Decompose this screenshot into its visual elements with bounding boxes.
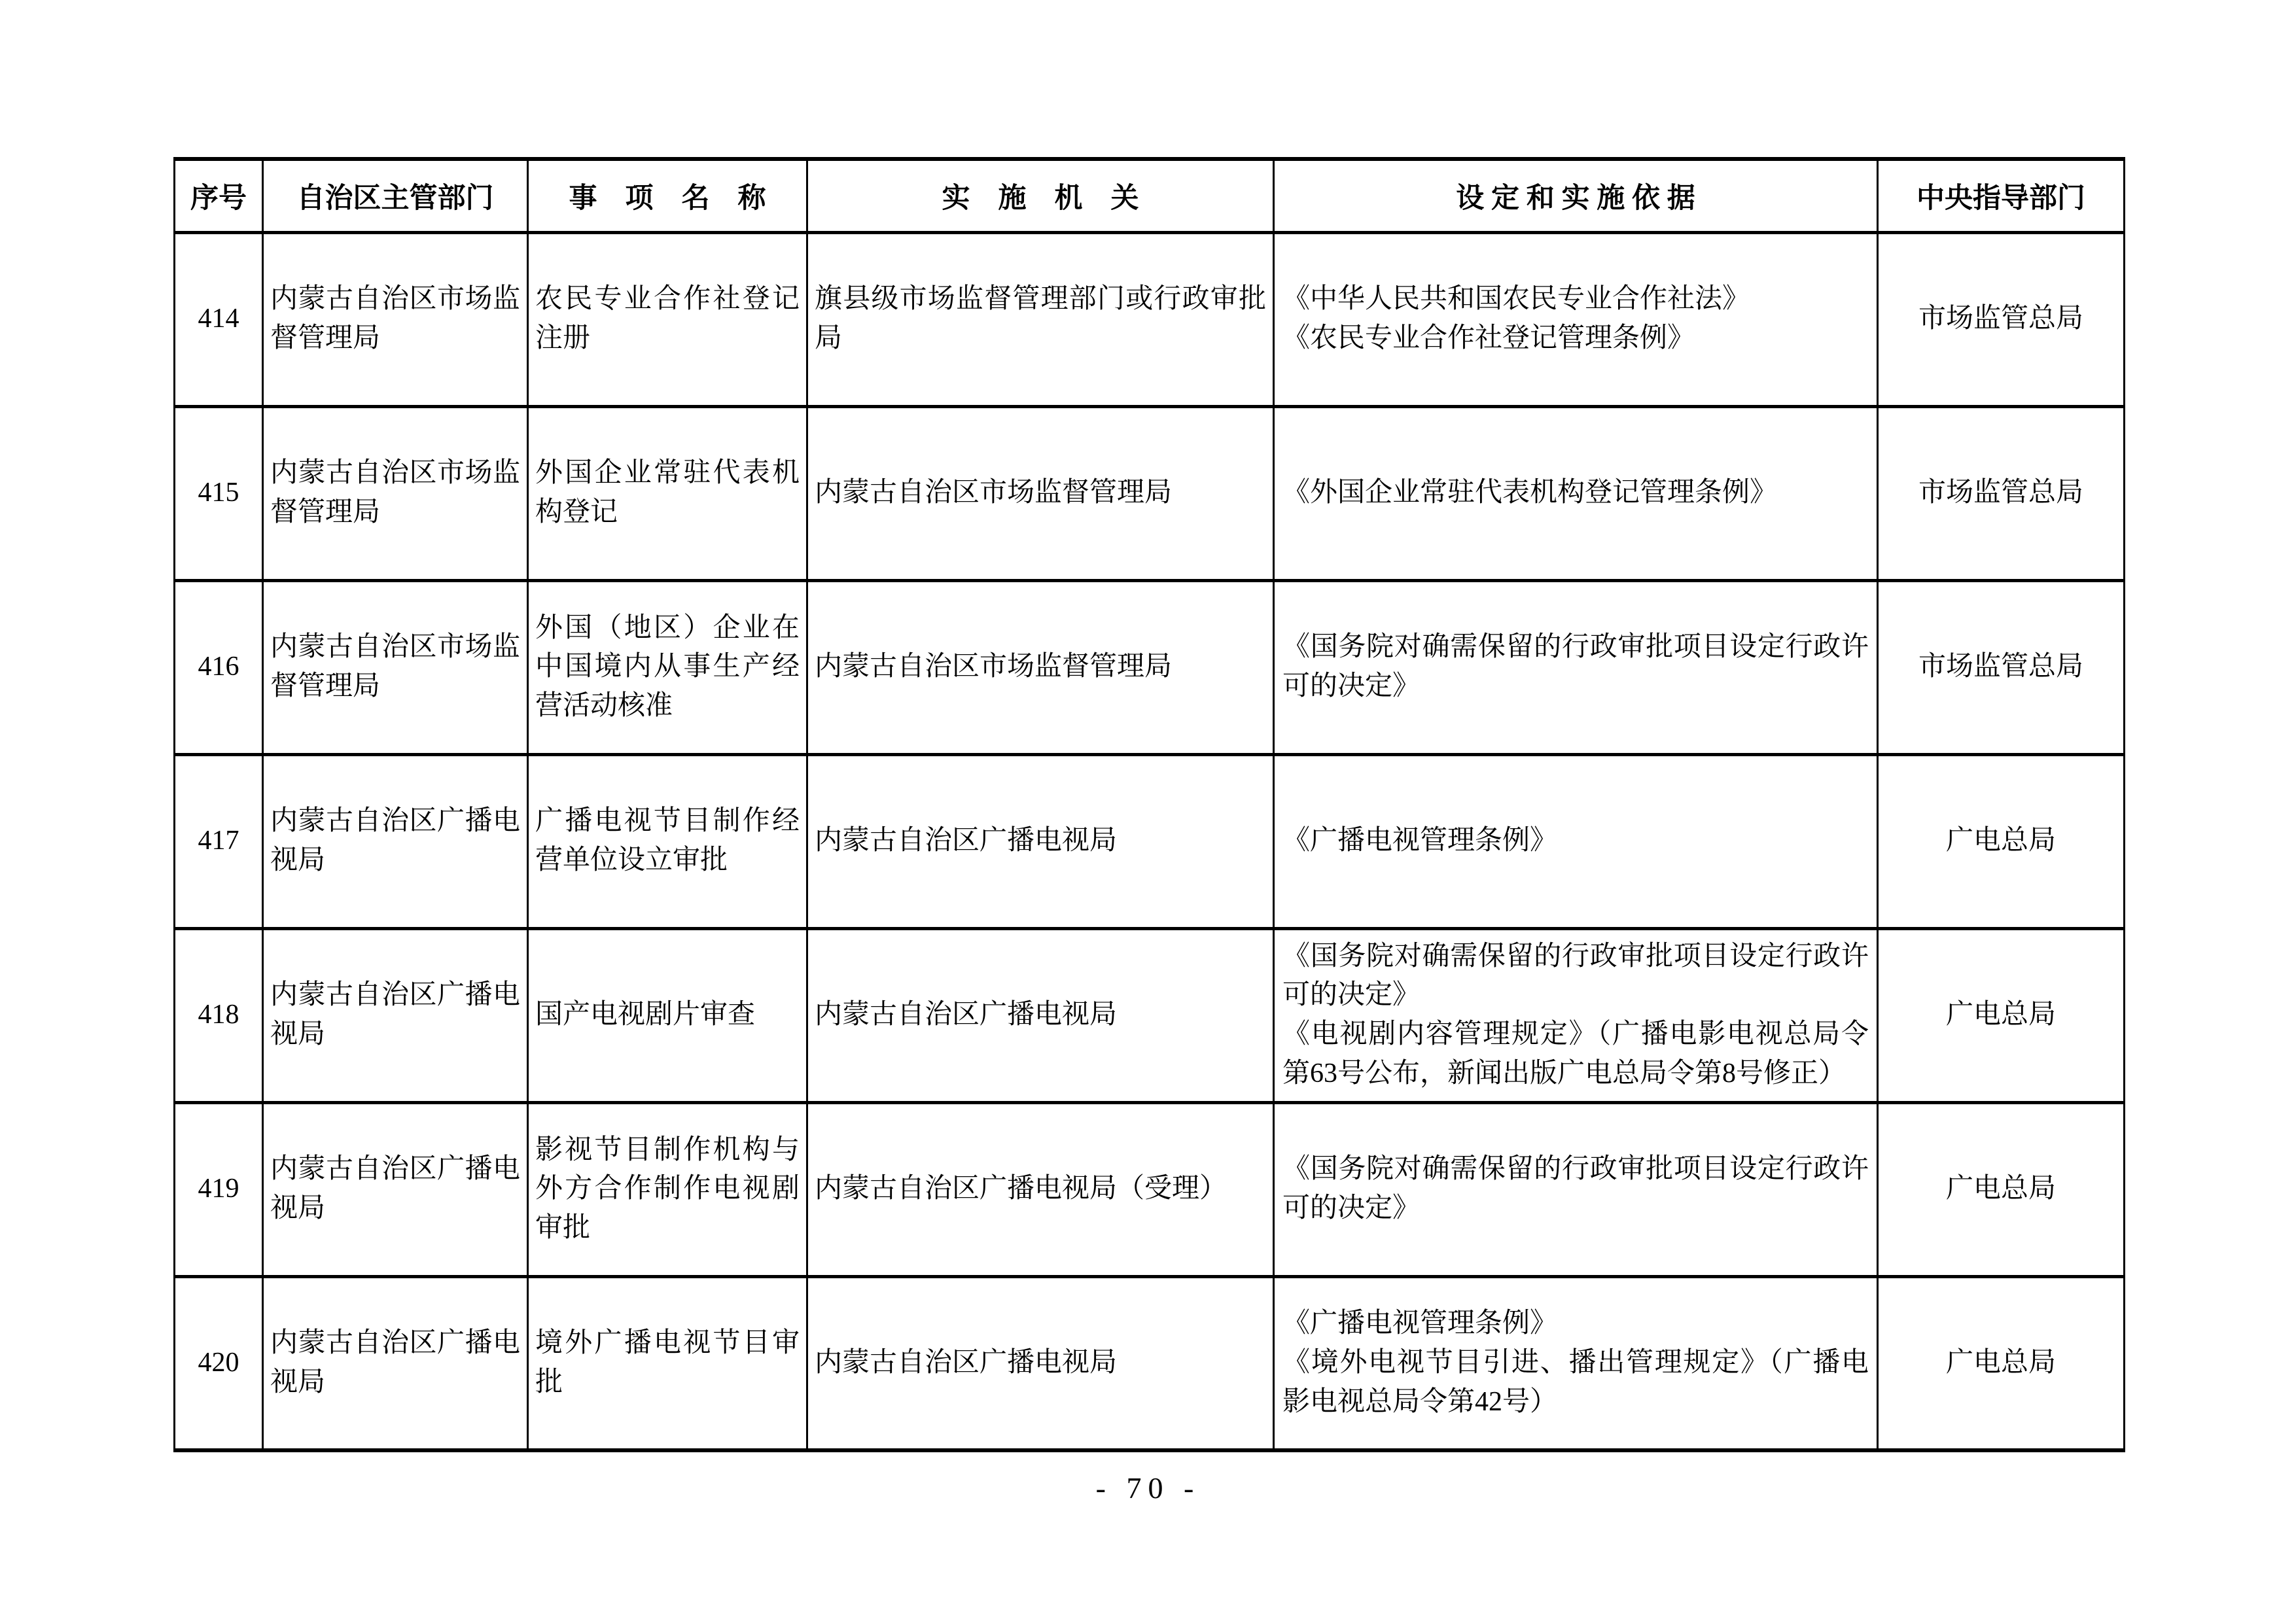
header-dept: 自治区主管部门 xyxy=(263,159,528,232)
basis-cell xyxy=(1274,232,1878,406)
central-dept-cell: 广电总局 xyxy=(1878,1276,2125,1450)
table-row xyxy=(175,406,2125,580)
agency-cell: 内蒙古自治区广播电视局 xyxy=(807,754,1274,928)
basis-entry: 《广播电视管理条例》 xyxy=(1282,826,1558,856)
seq-cell: 415 xyxy=(175,406,263,580)
seq-cell: 420 xyxy=(175,1276,263,1450)
table-row xyxy=(175,754,2125,928)
dept-cell: 内蒙古自治区广播电视局 xyxy=(263,1276,528,1450)
header-item: 事 项 名 称 xyxy=(528,159,807,232)
table-header-row xyxy=(175,159,2125,232)
agency-cell: 内蒙古自治区广播电视局 xyxy=(807,1276,1274,1450)
table-row xyxy=(175,928,2125,1102)
table-row xyxy=(175,1102,2125,1276)
seq-cell: 418 xyxy=(175,928,263,1102)
basis-entry: 《国务院对确需保留的行政审批项目设定行政许可的决定》 xyxy=(1282,1154,1869,1223)
table-row xyxy=(175,232,2125,406)
dept-cell: 内蒙古自治区市场监督管理局 xyxy=(263,580,528,754)
central-dept-cell: 广电总局 xyxy=(1878,1102,2125,1276)
table-row xyxy=(175,1276,2125,1450)
document-page-body xyxy=(173,157,2123,1452)
seq-cell: 416 xyxy=(175,580,263,754)
seq-cell: 417 xyxy=(175,754,263,928)
basis-cell xyxy=(1274,580,1878,754)
dept-cell: 内蒙古自治区市场监督管理局 xyxy=(263,232,528,406)
item-cell: 影视节目制作机构与外方合作制作电视剧审批 xyxy=(528,1102,807,1276)
basis-entry: 《境外电视节目引进、播出管理规定》（广播电影电视总局令第42号） xyxy=(1282,1347,1869,1417)
basis-entry: 《农民专业合作社登记管理条例》 xyxy=(1282,323,1695,353)
basis-entry: 《国务院对确需保留的行政审批项目设定行政许可的决定》 xyxy=(1282,941,1869,1011)
basis-entry: 《中华人民共和国农民专业合作社法》 xyxy=(1282,284,1750,315)
agency-cell: 旗县级市场监督管理部门或行政审批局 xyxy=(807,232,1274,406)
basis-entry: 《外国企业常驻代表机构登记管理条例》 xyxy=(1282,478,1778,508)
basis-cell xyxy=(1274,1276,1878,1450)
basis-cell xyxy=(1274,1102,1878,1276)
dept-cell: 内蒙古自治区广播电视局 xyxy=(263,754,528,928)
basis-cell xyxy=(1274,928,1878,1102)
item-cell: 境外广播电视节目审批 xyxy=(528,1276,807,1450)
basis-entry: 《电视剧内容管理规定》（广播电影电视总局令第63号公布，新闻出版广电总局令第8号修正） xyxy=(1282,1019,1869,1089)
header-central: 中央指导部门 xyxy=(1878,159,2125,232)
agency-cell: 内蒙古自治区市场监督管理局 xyxy=(807,580,1274,754)
item-cell: 国产电视剧片审查 xyxy=(528,928,807,1102)
page-number: - 70 - xyxy=(1095,1471,1201,1505)
agency-cell: 内蒙古自治区广播电视局 xyxy=(807,928,1274,1102)
central-dept-cell: 广电总局 xyxy=(1878,928,2125,1102)
item-cell: 外国企业常驻代表机构登记 xyxy=(528,406,807,580)
central-dept-cell: 市场监管总局 xyxy=(1878,406,2125,580)
central-dept-cell: 广电总局 xyxy=(1878,754,2125,928)
header-agency: 实 施 机 关 xyxy=(807,159,1274,232)
basis-entry: 《国务院对确需保留的行政审批项目设定行政许可的决定》 xyxy=(1282,632,1869,701)
agency-cell: 内蒙古自治区广播电视局（受理） xyxy=(807,1102,1274,1276)
agency-cell: 内蒙古自治区市场监督管理局 xyxy=(807,406,1274,580)
item-cell: 广播电视节目制作经营单位设立审批 xyxy=(528,754,807,928)
table-row xyxy=(175,580,2125,754)
basis-cell xyxy=(1274,406,1878,580)
approval-items-table xyxy=(173,157,2125,1452)
header-basis: 设 定 和 实 施 依 据 xyxy=(1274,159,1878,232)
seq-cell: 419 xyxy=(175,1102,263,1276)
basis-cell xyxy=(1274,754,1878,928)
item-cell: 农民专业合作社登记注册 xyxy=(528,232,807,406)
basis-entry: 《广播电视管理条例》 xyxy=(1282,1308,1558,1339)
dept-cell: 内蒙古自治区广播电视局 xyxy=(263,1102,528,1276)
dept-cell: 内蒙古自治区市场监督管理局 xyxy=(263,406,528,580)
dept-cell: 内蒙古自治区广播电视局 xyxy=(263,928,528,1102)
central-dept-cell: 市场监管总局 xyxy=(1878,232,2125,406)
seq-cell: 414 xyxy=(175,232,263,406)
header-seq: 序号 xyxy=(175,159,263,232)
item-cell: 外国（地区）企业在中国境内从事生产经营活动核准 xyxy=(528,580,807,754)
central-dept-cell: 市场监管总局 xyxy=(1878,580,2125,754)
